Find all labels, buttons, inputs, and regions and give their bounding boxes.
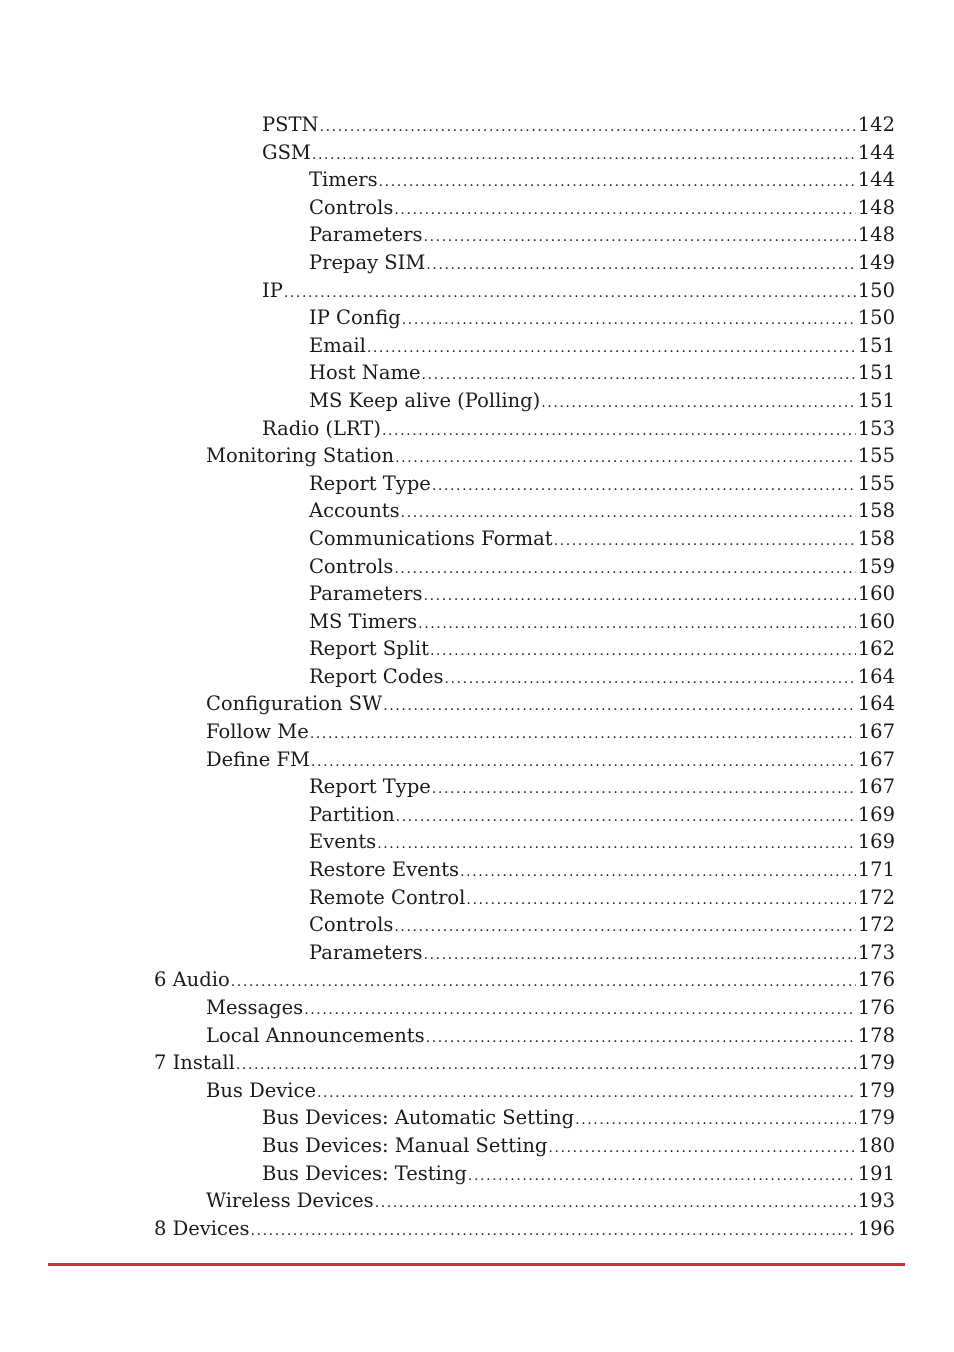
toc-dot-leader [284,280,856,308]
toc-dot-leader [430,638,856,666]
toc-entry[interactable] [0,1132,954,1160]
toc-entry[interactable] [0,139,954,167]
toc-entry[interactable] [0,249,954,277]
toc-entry[interactable] [0,332,954,360]
toc-dot-leader [466,887,855,915]
toc-entry-page-number[interactable]: 151 [857,361,895,385]
toc-entry-page-number[interactable]: 158 [857,499,895,523]
toc-entry-title[interactable]: Host Name [309,361,421,385]
toc-entry-page-number[interactable]: 159 [857,554,895,578]
toc-entry-page-number[interactable]: 167 [857,747,895,771]
toc-entry[interactable] [0,994,954,1022]
toc-entry[interactable] [0,939,954,967]
toc-entry-page-number[interactable]: 167 [857,775,895,799]
toc-entry-title[interactable]: Controls [309,195,394,219]
toc-dot-leader [424,942,856,970]
toc-entry[interactable] [0,746,954,774]
toc-entry-title[interactable]: Report Type [309,471,431,495]
toc-dot-leader [432,776,856,804]
toc-entry[interactable] [0,166,954,194]
toc-dot-leader [554,528,856,556]
toc-dot-leader [377,831,856,859]
table-of-contents [0,111,954,1242]
toc-entry[interactable] [0,1049,954,1077]
toc-entry[interactable] [0,884,954,912]
toc-dot-leader [394,556,855,584]
toc-entry[interactable] [0,801,954,829]
toc-entry-title[interactable]: IP Config [309,306,401,330]
toc-entry-title[interactable]: GSM [262,140,311,164]
toc-entry[interactable] [0,1187,954,1215]
toc-entry[interactable] [0,663,954,691]
footer-rule [48,1263,905,1266]
toc-dot-leader [236,1052,856,1080]
toc-entry[interactable] [0,277,954,305]
toc-entry[interactable] [0,635,954,663]
toc-entry-page-number[interactable]: 176 [857,968,895,992]
toc-entry-page-number[interactable]: 193 [857,1189,895,1213]
toc-entry-title[interactable]: Communications Format [309,526,553,550]
toc-entry-title[interactable]: Parameters [309,223,423,247]
toc-entry-title[interactable]: Controls [309,913,394,937]
toc-entry-page-number[interactable]: 167 [857,720,895,744]
toc-dot-leader [396,804,856,832]
toc-entry[interactable] [0,718,954,746]
toc-entry-page-number[interactable]: 151 [857,333,895,357]
toc-dot-leader [401,500,856,528]
toc-entry[interactable] [0,304,954,332]
toc-entry-page-number[interactable]: 162 [857,637,895,661]
toc-dot-leader [251,1218,856,1246]
toc-dot-leader [426,1025,856,1053]
toc-dot-leader [460,859,856,887]
toc-entry-page-number[interactable]: 169 [857,830,895,854]
toc-entry[interactable] [0,470,954,498]
toc-entry-page-number[interactable]: 176 [857,996,895,1019]
toc-entry-page-number[interactable]: 153 [857,416,895,440]
toc-entry[interactable] [0,497,954,525]
toc-entry-page-number[interactable]: 178 [857,1023,895,1047]
toc-dot-leader [394,197,855,225]
toc-entry-title[interactable]: Controls [309,554,394,578]
toc-entry-page-number[interactable]: 164 [857,692,895,716]
toc-dot-leader [575,1107,856,1135]
toc-entry-page-number[interactable]: 191 [857,1161,895,1185]
toc-entry-page-number[interactable]: 172 [857,885,895,909]
toc-dot-leader [311,749,856,777]
toc-entry-page-number[interactable]: 180 [857,1133,895,1157]
toc-dot-leader [424,583,856,611]
toc-entry[interactable] [0,111,954,139]
toc-entry-title[interactable]: Bus Devices: Automatic Setting [262,1106,575,1130]
toc-entry-title[interactable]: IP [262,278,283,302]
toc-dot-leader [422,362,856,390]
toc-entry-page-number[interactable]: 173 [857,940,895,964]
toc-entry-title[interactable]: 7 Install [154,1051,235,1075]
toc-dot-leader [394,914,855,942]
toc-entry-title[interactable]: MS Keep alive (Polling) [309,388,541,412]
toc-entry[interactable] [0,911,954,939]
toc-dot-leader [418,611,856,639]
toc-entry-page-number[interactable]: 169 [857,802,895,826]
toc-entry[interactable] [0,608,954,636]
toc-entry[interactable] [0,387,954,415]
toc-entry-page-number[interactable]: 150 [857,306,895,330]
toc-entry[interactable] [0,1160,954,1188]
toc-entry-page-number[interactable]: 179 [857,1106,895,1130]
toc-entry-page-number[interactable]: 149 [857,250,895,274]
toc-entry[interactable] [0,415,954,443]
toc-entry-title[interactable]: Prepay SIM [309,250,426,274]
toc-dot-leader [379,169,856,197]
toc-entry-title[interactable]: Monitoring Station [206,444,395,468]
toc-entry-title[interactable]: Remote Control [309,885,466,909]
toc-entry-title[interactable]: Follow Me [206,720,309,744]
toc-entry-title[interactable]: Bus Devices: Manual Setting [262,1133,548,1157]
toc-entry-page-number[interactable]: 179 [857,1078,895,1102]
toc-entry-page-number[interactable]: 172 [857,913,895,937]
toc-entry-page-number[interactable]: 151 [857,388,895,412]
toc-dot-leader [317,1080,856,1108]
toc-entry-page-number[interactable]: 171 [857,858,895,882]
toc-entry-page-number[interactable]: 155 [857,444,895,468]
toc-entry-title[interactable]: Partition [309,802,395,826]
toc-dot-leader [382,418,856,446]
toc-entry-title[interactable]: MS Timers [309,609,418,633]
toc-entry[interactable] [0,828,954,856]
toc-entry-title[interactable]: Report Split [309,637,429,661]
toc-entry[interactable] [0,966,954,994]
toc-entry-page-number[interactable]: 148 [857,195,895,219]
toc-entry-title[interactable]: 8 Devices [154,1216,250,1240]
toc-entry[interactable] [0,221,954,249]
toc-entry[interactable] [0,690,954,718]
toc-entry-title[interactable]: Events [309,830,377,854]
toc-entry[interactable] [0,525,954,553]
toc-entry-title[interactable]: Bus Devices: Testing [262,1161,467,1185]
toc-entry-title[interactable]: Parameters [309,940,423,964]
toc-entry[interactable] [0,553,954,581]
toc-entry[interactable] [0,359,954,387]
toc-entry-page-number[interactable]: 160 [857,609,895,633]
toc-entry[interactable] [0,442,954,470]
toc-entry-page-number[interactable]: 160 [857,582,895,606]
toc-entry-title[interactable]: Define FM [206,747,310,771]
toc-entry-title[interactable]: Messages [206,996,304,1019]
toc-entry-page-number[interactable]: 144 [857,168,895,192]
toc-dot-leader [310,721,856,749]
toc-dot-leader [426,252,855,280]
toc-entry[interactable] [0,580,954,608]
toc-entry-page-number[interactable]: 148 [857,223,895,247]
toc-entry-page-number[interactable]: 144 [857,140,895,164]
toc-entry[interactable] [0,856,954,884]
toc-dot-leader [383,693,856,721]
toc-dot-leader [548,1135,855,1163]
toc-entry-title[interactable]: PSTN [262,113,319,136]
toc-entry-title[interactable]: Report Codes [309,664,444,688]
toc-entry-title[interactable]: Configuration SW [206,692,383,716]
toc-entry-page-number[interactable]: 142 [857,113,895,136]
toc-entry-title[interactable]: Parameters [309,582,423,606]
toc-entry-title[interactable]: Restore Events [309,858,460,882]
toc-dot-leader [402,307,856,335]
toc-entry-title[interactable]: Bus Device [206,1078,316,1102]
toc-entry-title[interactable]: Email [309,333,366,357]
toc-entry[interactable] [0,1022,954,1050]
toc-entry-page-number[interactable]: 179 [857,1051,895,1075]
toc-entry-page-number[interactable]: 196 [857,1216,895,1240]
toc-entry[interactable] [0,1077,954,1105]
toc-dot-leader [312,142,856,170]
toc-entry-page-number[interactable]: 158 [857,526,895,550]
toc-entry-page-number[interactable]: 155 [857,471,895,495]
toc-dot-leader [468,1163,856,1191]
toc-dot-leader [395,445,856,473]
toc-entry-page-number[interactable]: 150 [857,278,895,302]
toc-dot-leader [304,997,856,1025]
toc-dot-leader [424,224,856,252]
toc-dot-leader [541,390,856,418]
toc-dot-leader [367,335,856,363]
toc-dot-leader [231,969,856,997]
toc-entry[interactable] [0,194,954,222]
toc-entry-title[interactable]: Radio (LRT) [262,416,381,440]
toc-dot-leader [375,1190,856,1218]
toc-entry-title[interactable]: Wireless Devices [206,1189,374,1213]
toc-entry-title[interactable]: Local Announcements [206,1023,425,1047]
toc-entry-page-number[interactable]: 164 [857,664,895,688]
toc-entry[interactable] [0,1104,954,1132]
toc-entry-title[interactable]: 6 Audio [154,968,230,992]
toc-dot-leader [320,114,856,142]
toc-dot-leader [432,473,856,501]
toc-dot-leader [445,666,856,694]
toc-entry[interactable] [0,773,954,801]
toc-entry-title[interactable]: Report Type [309,775,431,799]
toc-entry[interactable] [0,1215,954,1243]
toc-entry-title[interactable]: Accounts [309,499,400,523]
toc-entry-title[interactable]: Timers [309,168,378,192]
